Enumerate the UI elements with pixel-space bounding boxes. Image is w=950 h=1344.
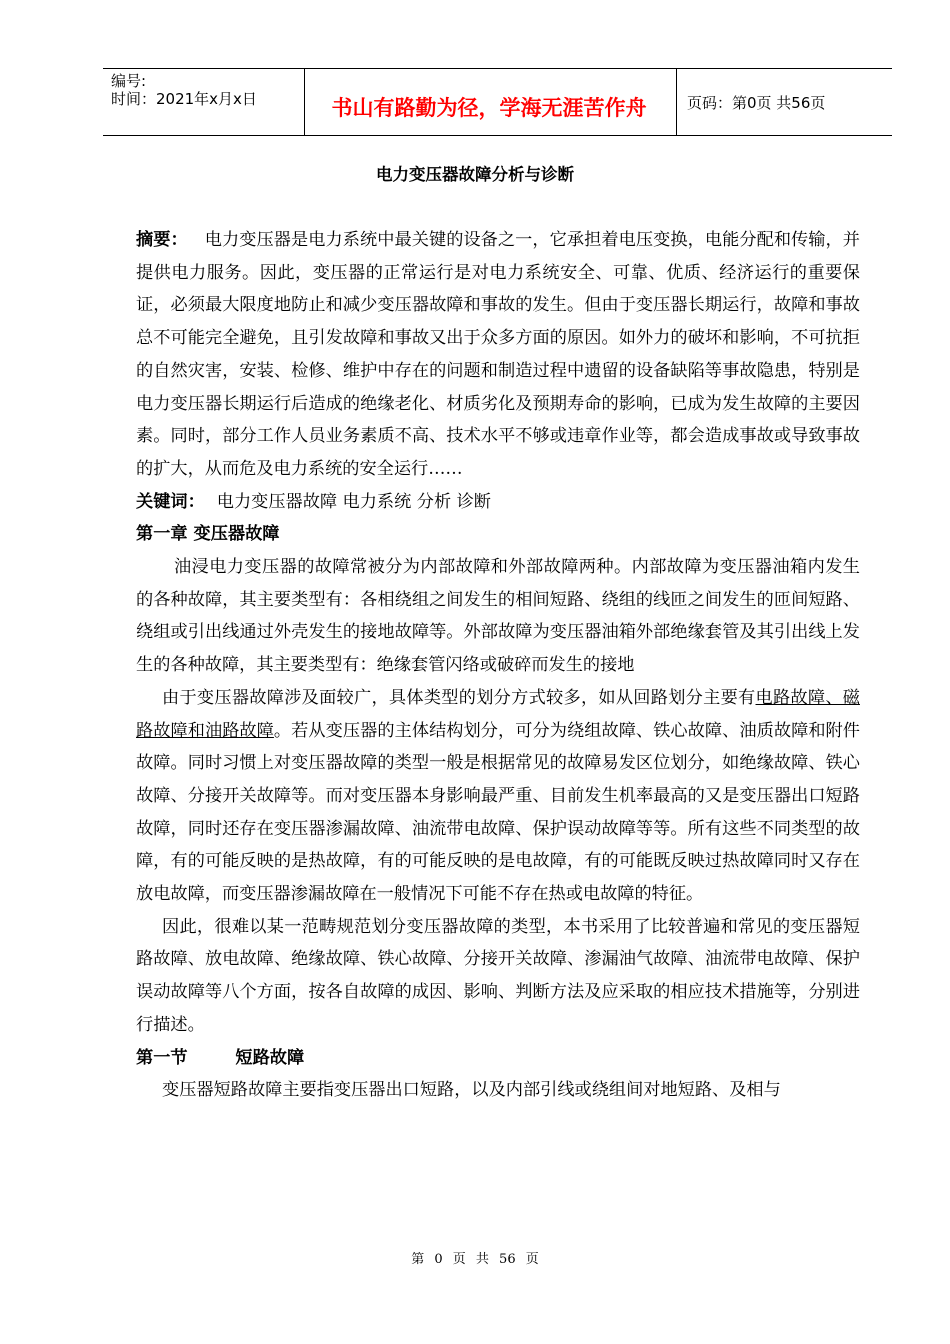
header-number-label: 编号: [111,72,147,90]
header-top-rule [103,68,892,69]
abstract-label: 摘要： [136,230,188,250]
paragraph-short-circuit: 变压器短路故障主要指变压器出口短路，以及内部引线或绕组间对地短路、及相与 [162,1080,781,1101]
header-divider-right [676,68,677,136]
document-title: 电力变压器故障分析与诊断 [376,165,574,184]
paragraph-book-scope: 因此，很难以某一范畴规范划分变压器故障的类型，本书采用了比较普遍和常见的变压器短路故障、放电故障、绝缘故障、铁心故障、分接开关故障、渗漏油气故障、油流带电故障、保护误动故障等八个方面，按各自故障的成因、影响、判断方法及应采取的相应技术措施等，分别进行描述。 [136,916,860,1035]
keywords-label: 关键词： [136,491,205,512]
section-heading: 第一节 短路故障 [136,1047,305,1068]
para2-text-a: 由于变压器故障涉及面较广，具体类型的划分方式较多，如从回路划分主要有 [162,687,756,708]
keywords-paragraph [136,486,860,519]
paragraph-fault-types: 油浸电力变压器的故障常被分为内部故障和外部故障两种。内部故障为变压器油箱内发生的各种故障，其主要类型有：各相绕组之间发生的相间短路、绕组的线匝之间发生的匝间短路、绕组或引出线通过外壳发生的接地故障等。外部故障为变压器油箱外部绝缘套管及其引出线上发生的各种故障，其主要类型有：绝缘套管闪络或破碎而发生的接地 [136,557,860,676]
header-motto: 书山有路勤为径，学海无涯苦作舟 [331,96,647,120]
keywords-text: 电力变压器故障 电力系统 分析 诊断 [216,491,491,512]
chapter-heading: 第一章 变压器故障 [136,524,280,545]
header-bottom-rule [103,135,892,136]
header-time-label: 时间：2021年x月x日 [111,90,257,108]
para2-text-b: 。若从变压器的主体结构划分，可分为绕组故障、铁心故障、油质故障和附件故障。同时习惯上对变压器故障的类型一般是根据常见的故障易发区位划分，如绝缘故障、铁心故障、分接开关故障等。而对变压器本身影响最严重、目前发生机率最高的又是变压器出口短路故障，同时还存在变压器渗漏故障、油流带电故障、保护误动故障等等。所有这些不同类型的故障，有的可能反映的是热故障，有的可能反映的是电故障，有的可能既反映过热故障同时又存在放电故障，而变压器渗漏故障在一般情况下可能不存在热或电故障的特征。 [136,720,860,905]
abstract-paragraph [136,224,860,486]
document-body [136,224,860,1107]
header-page-info: 页码：第0页 共56页 [687,94,826,112]
abstract-text: 电力变压器是电力系统中最关键的设备之一，它承担着电压变换，电能分配和传输，并提供电力服务。因此，变压器的正常运行是对电力系统安全、可靠、优质、经济运行的重要保证，必须最大限度地防止和减少变压器故障和事故的发生。但由于变压器长期运行，故障和事故总不可能完全避免，且引发故障和事故又出于众多方面的原因。如外力的破坏和影响，不可抗拒的自然灾害，安装、检修、维护中存在的问题和制造过程中遗留的设备缺陷等事故隐患，特别是电力变压器长期运行后造成的绝缘老化、材质劣化及预期寿命的影响，已成为发生故障的主要因素。同时，部分工作人员业务素质不高、技术水平不够或违章作业等，都会造成事故或导致事故的扩大，从而危及电力系统的安全运行…… [136,230,860,479]
page-footer: 第 0 页 共 56 页 [411,1252,539,1267]
paragraph-fault-classification [136,682,860,911]
underlined-fault-circuits: 电路故障、磁路故障和油路故障 [136,687,860,741]
